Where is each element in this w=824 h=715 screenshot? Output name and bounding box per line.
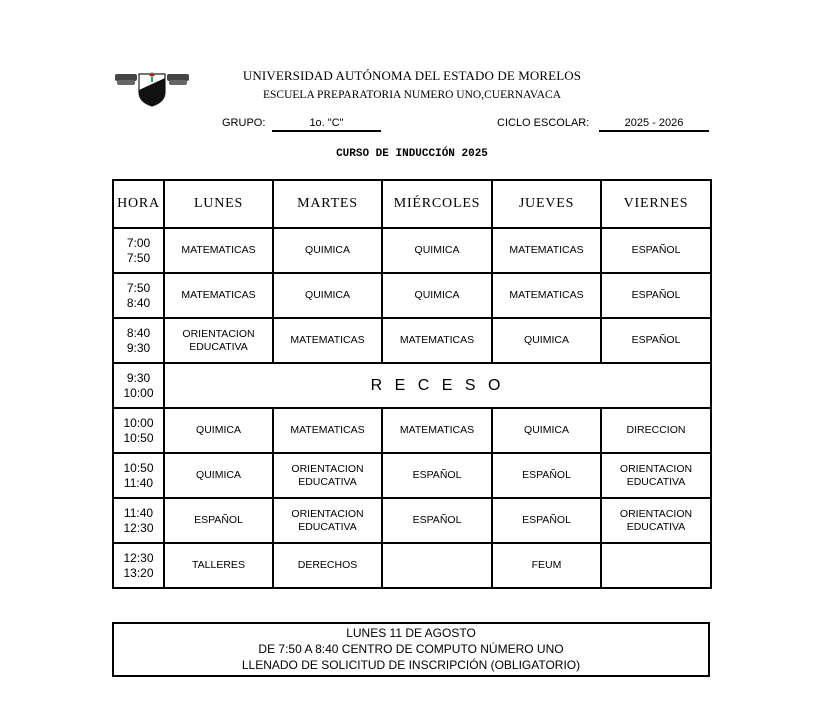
time-start: 9:30 xyxy=(126,370,151,385)
schedule-header-row xyxy=(113,180,711,228)
class-cell: MATEMATICAS xyxy=(492,228,601,273)
class-cell: ESPAÑOL xyxy=(492,453,601,498)
class-cell xyxy=(382,543,492,588)
class-cell xyxy=(273,498,382,543)
schedule-table xyxy=(112,179,712,589)
time-slot xyxy=(113,273,164,318)
time-slot xyxy=(113,453,164,498)
class-cell: QUIMICA xyxy=(382,228,492,273)
class-cell: QUIMICA xyxy=(164,408,273,453)
column-header-lunes: LUNES xyxy=(164,180,273,228)
class-cell-line: EDUCATIVA xyxy=(298,475,357,488)
grupo-label: GRUPO: xyxy=(222,117,266,129)
ciclo-value: 2025 - 2026 xyxy=(599,117,709,132)
time-slot xyxy=(113,228,164,273)
table-row xyxy=(113,318,711,363)
class-cell-line: EDUCATIVA xyxy=(626,520,686,533)
column-header-viernes: VIERNES xyxy=(601,180,711,228)
class-cell: QUIMICA xyxy=(164,453,273,498)
column-header-jueves: JUEVES xyxy=(492,180,601,228)
class-cell xyxy=(601,453,711,498)
time-start: 8:40 xyxy=(126,325,151,340)
class-cell-line: ORIENTACION xyxy=(291,462,364,475)
time-end: 12:30 xyxy=(123,520,154,535)
notice-line: DE 7:50 A 8:40 CENTRO DE COMPUTO NÚMERO UNO xyxy=(258,642,564,656)
class-cell-line: ORIENTACION xyxy=(619,507,693,520)
class-cell: MATEMATICAS xyxy=(164,228,273,273)
class-cell: ESPAÑOL xyxy=(492,498,601,543)
time-start: 12:30 xyxy=(123,550,154,565)
class-cell: ESPAÑOL xyxy=(382,498,492,543)
table-row xyxy=(113,543,711,588)
class-cell xyxy=(164,318,273,363)
column-header-miercoles: MIÉRCOLES xyxy=(382,180,492,228)
table-row xyxy=(113,228,711,273)
school-name: ESCUELA PREPARATORIA NUMERO UNO,CUERNAVACA xyxy=(263,89,561,101)
table-row xyxy=(113,498,711,543)
notice-line: LUNES 11 DE AGOSTO xyxy=(346,626,476,640)
table-row xyxy=(113,408,711,453)
class-cell: FEUM xyxy=(492,543,601,588)
time-start: 11:40 xyxy=(123,505,154,520)
class-cell: MATEMATICAS xyxy=(382,408,492,453)
class-cell: DIRECCION xyxy=(601,408,711,453)
class-cell: MATEMATICAS xyxy=(382,318,492,363)
university-logo xyxy=(113,68,191,108)
time-end: 13:20 xyxy=(123,565,154,580)
notice-box xyxy=(112,622,710,677)
class-cell xyxy=(601,498,711,543)
time-start: 7:50 xyxy=(126,280,151,295)
class-cell xyxy=(601,543,711,588)
time-end: 10:50 xyxy=(123,430,154,445)
course-title: CURSO DE INDUCCIÓN 2025 xyxy=(336,148,488,160)
class-cell: QUIMICA xyxy=(492,318,601,363)
time-slot xyxy=(113,318,164,363)
class-cell: ESPAÑOL xyxy=(382,453,492,498)
table-row xyxy=(113,273,711,318)
time-end: 11:40 xyxy=(123,475,154,490)
class-cell-line: ORIENTACION xyxy=(182,327,255,340)
class-cell: ESPAÑOL xyxy=(601,318,711,363)
break-row xyxy=(113,363,711,408)
class-cell-line: ORIENTACION xyxy=(619,462,693,475)
class-cell: MATEMATICAS xyxy=(164,273,273,318)
notice-line: LLENADO DE SOLICITUD DE INSCRIPCIÓN (OBLIGATORIO) xyxy=(241,658,581,672)
class-cell xyxy=(273,453,382,498)
university-name: UNIVERSIDAD AUTÓNOMA DEL ESTADO DE MORELOS xyxy=(242,68,582,83)
time-slot xyxy=(113,498,164,543)
class-cell-line: EDUCATIVA xyxy=(189,340,248,353)
break-cell: R E C E S O xyxy=(164,363,711,408)
table-row xyxy=(113,453,711,498)
time-start: 7:00 xyxy=(126,235,151,250)
time-start: 10:50 xyxy=(123,460,154,475)
class-cell: TALLERES xyxy=(164,543,273,588)
time-start: 10:00 xyxy=(123,415,154,430)
class-cell: ESPAÑOL xyxy=(601,273,711,318)
time-slot xyxy=(113,543,164,588)
column-header-hora: HORA xyxy=(113,180,164,228)
time-end: 10:00 xyxy=(123,385,154,400)
class-cell: QUIMICA xyxy=(273,228,382,273)
class-cell: MATEMATICAS xyxy=(273,408,382,453)
class-cell: ESPAÑOL xyxy=(164,498,273,543)
time-end: 9:30 xyxy=(126,340,151,355)
time-end: 8:40 xyxy=(126,295,151,310)
class-cell-line: EDUCATIVA xyxy=(626,475,686,488)
time-slot xyxy=(113,363,164,408)
class-cell-line: EDUCATIVA xyxy=(298,520,357,533)
class-cell: MATEMATICAS xyxy=(492,273,601,318)
grupo-value: 1o. "C" xyxy=(272,117,381,132)
column-header-martes: MARTES xyxy=(273,180,382,228)
class-cell: ESPAÑOL xyxy=(601,228,711,273)
class-cell: QUIMICA xyxy=(382,273,492,318)
ciclo-label: CICLO ESCOLAR: xyxy=(497,117,590,129)
time-slot xyxy=(113,408,164,453)
class-cell: QUIMICA xyxy=(492,408,601,453)
class-cell: QUIMICA xyxy=(273,273,382,318)
class-cell-line: ORIENTACION xyxy=(291,507,364,520)
class-cell: MATEMATICAS xyxy=(273,318,382,363)
time-end: 7:50 xyxy=(126,250,151,265)
class-cell: DERECHOS xyxy=(273,543,382,588)
